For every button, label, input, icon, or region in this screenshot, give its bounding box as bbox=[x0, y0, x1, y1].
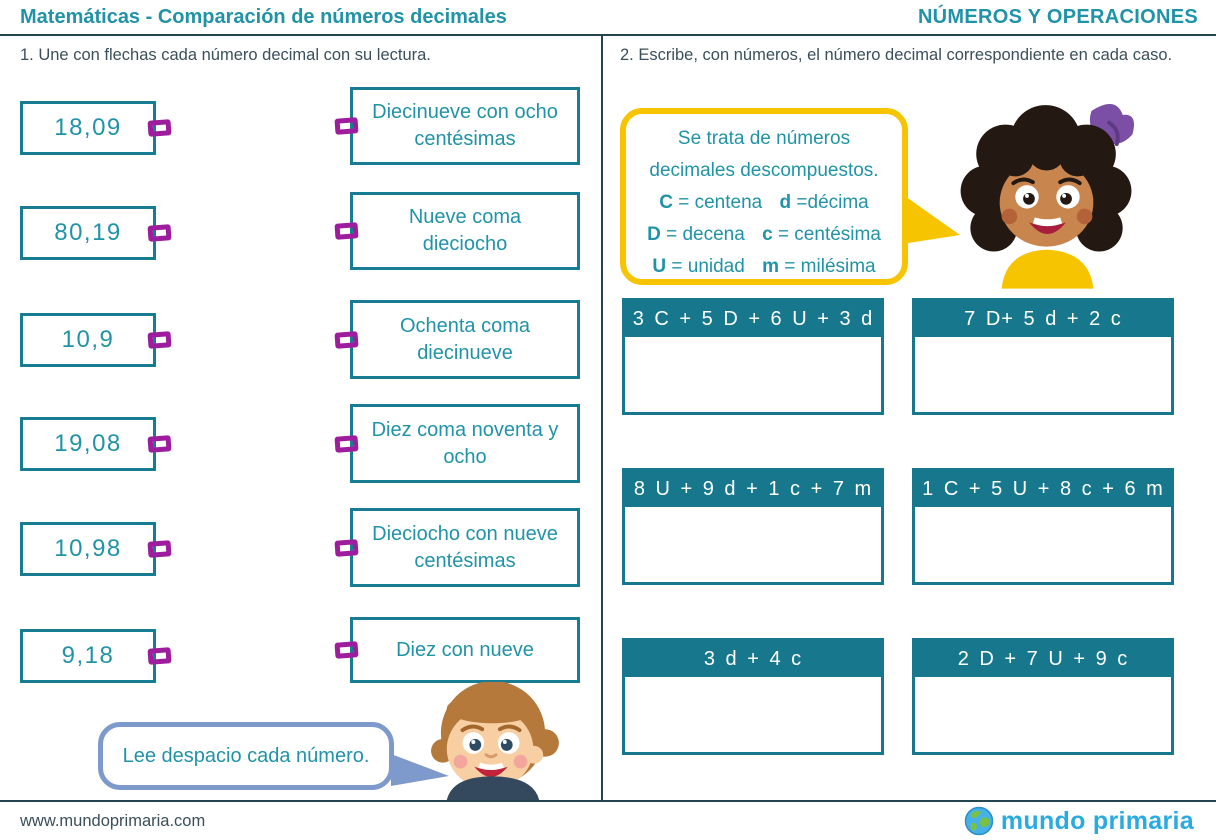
tip-definition: U = unidad m = milésima bbox=[652, 256, 876, 277]
connector-box[interactable] bbox=[147, 224, 171, 242]
answer-area[interactable] bbox=[625, 677, 881, 752]
number-value: 80,19 bbox=[54, 219, 122, 246]
case-label: 7 D+ 5 d + 2 c bbox=[915, 301, 1171, 337]
case-box bbox=[912, 298, 1174, 415]
case-box bbox=[912, 468, 1174, 585]
connector-box[interactable] bbox=[147, 119, 171, 137]
tip-line: Se trata de números bbox=[677, 128, 851, 149]
connector-box[interactable] bbox=[334, 117, 358, 135]
mundo-primaria-logo bbox=[964, 806, 1194, 836]
reading-text: Diez coma noventa y ocho bbox=[371, 418, 559, 468]
case-box bbox=[622, 638, 884, 755]
connector-box[interactable] bbox=[334, 435, 358, 453]
case-box bbox=[622, 298, 884, 415]
globe-icon bbox=[964, 806, 994, 836]
header-divider bbox=[0, 34, 1216, 36]
reading-box bbox=[350, 508, 580, 587]
case-label: 2 D + 7 U + 9 c bbox=[915, 641, 1171, 677]
tip-line: decimales descompuestos. bbox=[649, 160, 879, 181]
connector-box[interactable] bbox=[147, 331, 171, 349]
answer-area[interactable] bbox=[915, 507, 1171, 582]
reading-text: Dieciocho con nueve centésimas bbox=[372, 522, 558, 572]
website-url: www.mundoprimaria.com bbox=[20, 812, 206, 830]
connector-box[interactable] bbox=[147, 647, 171, 665]
number-value: 10,9 bbox=[61, 326, 115, 353]
girl-character bbox=[945, 92, 1150, 290]
number-box bbox=[20, 522, 156, 576]
reading-text: Diecinueve con ocho centésimas bbox=[372, 101, 558, 150]
girl-illustration bbox=[945, 92, 1150, 290]
logo-text: mundo primaria bbox=[1000, 806, 1194, 835]
reading-box bbox=[350, 617, 580, 683]
connector-box[interactable] bbox=[147, 540, 171, 558]
tip-definition: C = centena d =décima bbox=[659, 192, 869, 213]
tip-definition: D = decena c = centésima bbox=[647, 224, 881, 245]
hint-text: Lee despacio cada número. bbox=[122, 744, 370, 767]
reading-text: Ochenta coma diecinueve bbox=[399, 314, 531, 364]
case-box bbox=[622, 468, 884, 585]
case-label: 1 C + 5 U + 8 c + 6 m bbox=[915, 471, 1171, 507]
column-divider bbox=[601, 36, 603, 800]
connector-box[interactable] bbox=[334, 222, 358, 240]
case-label: 3 C + 5 D + 6 U + 3 d bbox=[625, 301, 881, 337]
connector-box[interactable] bbox=[147, 435, 171, 453]
number-value: 18,09 bbox=[54, 114, 122, 141]
task1-instruction: 1. Une con flechas cada número decimal con su lectura. bbox=[20, 46, 431, 64]
case-label: 8 U + 9 d + 1 c + 7 m bbox=[625, 471, 881, 507]
footer-divider bbox=[0, 800, 1216, 802]
reading-box bbox=[350, 192, 580, 270]
reading-box bbox=[350, 300, 580, 379]
number-box bbox=[20, 206, 156, 260]
reading-text: Nueve coma dieciocho bbox=[408, 206, 522, 255]
page-title: Matemáticas - Comparación de números decimales bbox=[20, 6, 507, 28]
reading-text: Diez con nueve bbox=[396, 638, 534, 661]
task2-instruction: 2. Escribe, con números, el número decimal correspondiente en cada caso. bbox=[620, 46, 1173, 64]
answer-area[interactable] bbox=[625, 337, 881, 412]
answer-area[interactable] bbox=[915, 677, 1171, 752]
case-label: 3 d + 4 c bbox=[625, 641, 881, 677]
number-value: 9,18 bbox=[61, 642, 115, 669]
boy-illustration bbox=[418, 682, 568, 800]
category-title: NÚMEROS Y OPERACIONES bbox=[917, 6, 1198, 28]
number-box bbox=[20, 629, 156, 683]
reading-box bbox=[350, 404, 580, 483]
number-box bbox=[20, 101, 156, 155]
connector-box[interactable] bbox=[334, 539, 358, 557]
connector-box[interactable] bbox=[334, 331, 358, 349]
number-value: 10,98 bbox=[54, 535, 122, 562]
connector-box[interactable] bbox=[334, 641, 358, 659]
hint-speech-bubble bbox=[98, 722, 394, 790]
case-box bbox=[912, 638, 1174, 755]
number-value: 19,08 bbox=[54, 430, 122, 457]
number-box bbox=[20, 417, 156, 471]
boy-character bbox=[418, 682, 568, 800]
answer-area[interactable] bbox=[625, 507, 881, 582]
reading-box bbox=[350, 87, 580, 165]
number-box bbox=[20, 313, 156, 367]
answer-area[interactable] bbox=[915, 337, 1171, 412]
tip-speech-box bbox=[620, 108, 908, 285]
